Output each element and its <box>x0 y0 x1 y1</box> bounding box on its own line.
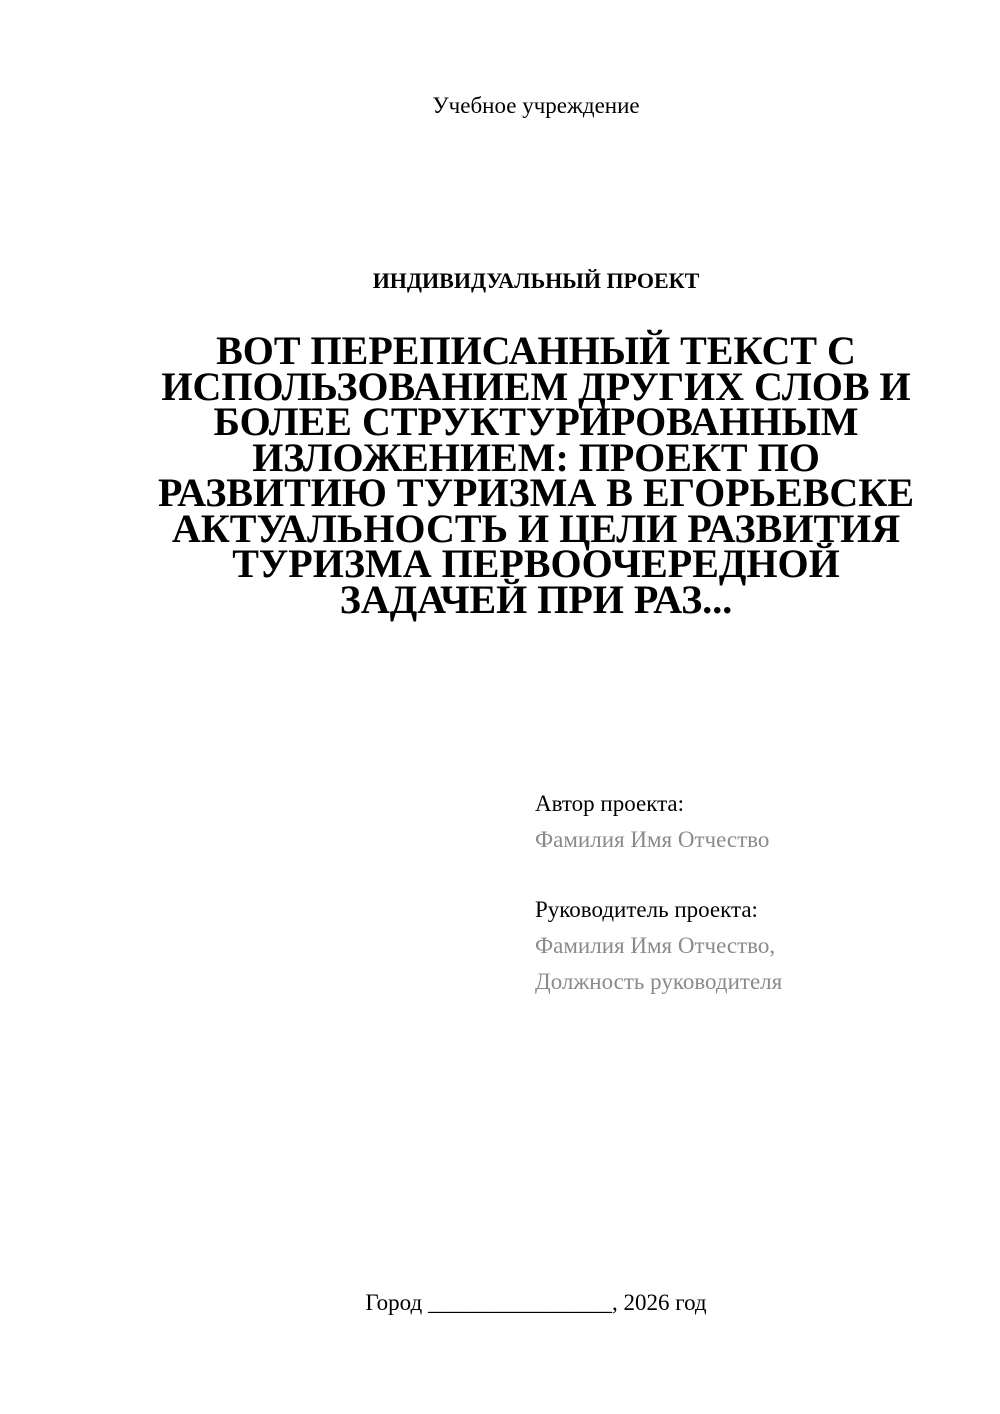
project-title: ВОТ ПЕРЕПИСАННЫЙ ТЕКСТ С ИСПОЛЬЗОВАНИЕМ ДРУГИХ СЛОВ И БОЛЕЕ СТРУКТУРИРОВАННЫМ ИЗЛОЖЕНИЕМ: ПРОЕКТ ПО РАЗВИТИЮ ТУРИЗМА В ЕГОРЬЕВСКЕ АКТУАЛЬНОСТЬ И ЦЕЛИ РАЗВИТИЯ ТУРИЗМА ПЕРВООЧЕРЕДНОЙ ЗАДАЧЕЙ ПРИ РАЗ... <box>157 328 914 622</box>
supervisor-label: Руководитель проекта: <box>535 897 758 922</box>
project-type-heading: ИНДИВИДУАЛЬНЫЙ ПРОЕКТ <box>372 268 700 293</box>
author-block <box>535 786 975 858</box>
supervisor-name: Фамилия Имя Отчество, <box>535 933 776 958</box>
city-year-footer: Город ________________, 2026 год <box>365 1290 707 1315</box>
author-label: Автор проекта: <box>535 791 684 816</box>
supervisor-block <box>535 892 975 1000</box>
institution-name: Учебное учреждение <box>432 93 640 118</box>
supervisor-position: Должность руководителя <box>535 969 783 994</box>
author-name: Фамилия Имя Отчество <box>535 827 770 852</box>
